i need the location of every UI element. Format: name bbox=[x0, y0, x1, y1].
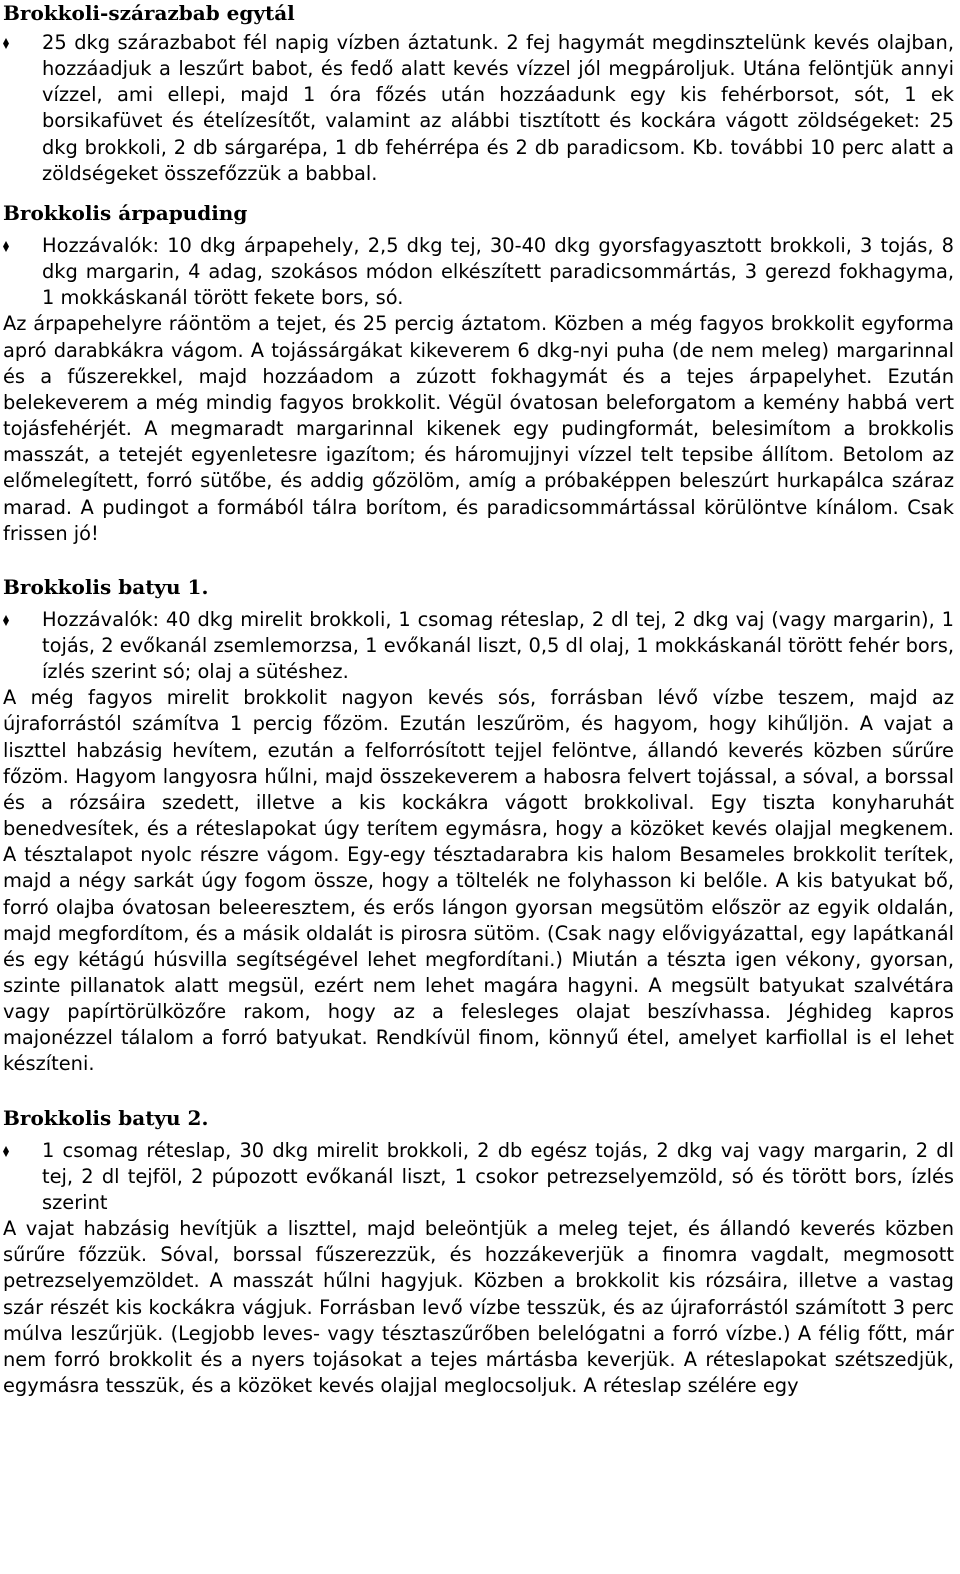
ingredients-text: 25 dkg szárazbabot fél napig vízben áztatunk. 2 fej hagymát megdinsztelünk kevés olajban, hozzáadjuk a leszűrt babot, és fedő alatt kevés vízzel jól megpároljuk. Utána felöntjük annyi vízzel, ami ellepi, majd 1 óra főzés után hozzáadunk egy kis fehérborsot, sót, 1 ek borsikafüvet és ételízesítőt, valamint az alábbi tisztított és kockára vágott zöldségeket: 25 dkg brokkoli, 2 db sárgarépa, 1 db fehérrépa és 2 db paradicsom. Kb. további 10 perc alatt a zöldségeket összefőzzük a babbal. bbox=[42, 31, 954, 185]
method-text: A még fagyos mirelit brokkolit nagyon kevés sós, forrásban lévő vízbe teszem, majd az újraforrástól számítva 1 percig főzöm. Ezután leszűröm, és hagyom, hogy kihűljön. A vajat a liszttel habzásig hevítem, ezután a felforrósított tejjel felöntve, állandó keverés közben sűrűre főzöm. Hagyom langyosra hűlni, majd összekeverem a habosra felvert tojással, a sóval, a borssal és a rózsáira szedett, illetve a kis kockákra vágott brokkolival. Egy tiszta konyharuhát benedvesítek, és a réteslapokat úgy terítem egymásra, hogy a közöket kevés olajjal megkenem. A tésztalapot nyolc részre vágom. Egy-egy tésztadarabra kis halom Besameles brokkolit terítek, majd a négy sarkát úgy fogom össze, hogy a töltelék ne folyhasson ki belőle. A kis batyukat bő, forró olajba óvatosan beleeresztem, és erős lángon gyorsan megsütöm először az egyik oldalán, majd megfordítom, és a másik oldalát is pirosra sütöm. (Csak nagy elővigyázattal, egy lapátkanál és egy kétágú húsvilla segítségével lehet megfordítani.) Miután a tészta igen vékony, gyorsan, szinte pillanatok alatt megsül, ezért nem lehet magára hagyni. A megsült batyukat szalvétára vagy papírtörülközőre rakom, hogy az a felesleges olajat beszívhassa. Jéghideg kapros majonézzel tálalom a forró batyukat. Rendkívül finom, könnyű étel, amelyet karfiollal is el lehet készíteni. bbox=[3, 686, 954, 1076]
recipe-section bbox=[3, 200, 954, 547]
ingredients-text: Hozzávalók: 10 dkg árpapehely, 2,5 dkg tej, 30-40 dkg gyorsfagyasztott brokkoli, 3 tojás, 8 dkg margarin, 4 adag, szokásos módon elkészített paradicsommártás, 3 gerezd fokhagyma, 1 mokkáskanál törött fekete bors, só. bbox=[42, 233, 954, 310]
recipe-title: Brokkolis batyu 2. bbox=[3, 1105, 209, 1130]
recipe-section bbox=[3, 574, 954, 1078]
recipe-title: Brokkolis batyu 1. bbox=[3, 574, 209, 599]
ingredients-text: Hozzávalók: 40 dkg mirelit brokkoli, 1 csomag réteslap, 2 dl tej, 2 dkg vaj (vagy margarin), 1 tojás, 2 evőkanál zsemlemorzsa, 1 evőkanál liszt, 0,5 dl olaj, 1 mokkáskanál törött fehér bors, ízlés szerint só; olaj a sütéshez. bbox=[42, 607, 954, 684]
recipe-section bbox=[3, 0, 954, 187]
diamond-bullet-icon bbox=[3, 615, 9, 626]
recipe-title: Brokkolis árpapuding bbox=[3, 200, 248, 225]
ingredients-bullet bbox=[3, 1138, 954, 1216]
method-text: Az árpapehelyre ráöntöm a tejet, és 25 percig áztatom. Közben a még fagyos brokkolit egyforma apró darabkákra vágom. A tojássárgákat kikeverem 6 dkg-nyi puha (de nem meleg) margarinnal és a fűszerekkel, majd hozzáadom a zúzott fokhagymát és a tejes árpapelyhet. Ezután belekeverem a még mindig fagyos brokkolit. Végül óvatosan beleforgatom a kemény habbá vert tojásfehérjét. A megmaradt margarinnal kikenek egy pudingformát, belesimítom a brokkolis masszát, a tetejét egyenletesre igazítom; és háromujjnyi vízzel telt tepsibe állítom. Betolom az előmelegített, forró sütőbe, és addig gőzölöm, amíg a próbaképpen beleszúrt hurkapálca száraz marad. A pudingot a formából tálra borítom, és paradicsommártással körülöntve kínálom. Csak frissen jó! bbox=[3, 312, 954, 545]
diamond-bullet-icon bbox=[3, 38, 9, 49]
diamond-bullet-icon bbox=[3, 241, 9, 252]
recipe-section bbox=[3, 1105, 954, 1400]
ingredients-text: 1 csomag réteslap, 30 dkg mirelit brokkoli, 2 db egész tojás, 2 dkg vaj vagy margarin, 2 dl tej, 2 dl tejföl, 2 púpozott evőkanál liszt, 1 csokor petrezselyemzöld, só és törött bors, ízlés szerint bbox=[42, 1138, 954, 1214]
diamond-bullet-icon bbox=[3, 1146, 9, 1157]
method-text: A vajat habzásig hevítjük a liszttel, majd beleöntjük a meleg tejet, és állandó keverés közben sűrűre főzzük. Sóval, borssal fűszerezzük, és hozzákeverjük a finomra vagdalt, megmosott petrezselyemzöldet. A masszát hűlni hagyjuk. Közben a brokkolit kis rózsáira, illetve a vastag szár részét kis kockákra vágjuk. Forrásban levő vízbe tesszük, és az újraforrástól számított 3 perc múlva leszűrjük. (Legjobb leves- vagy tésztaszűrőben belelógatni a forró vízbe.) A félig főtt, már nem forró brokkolit és a nyers tojásokat a tejes mártásba keverjük. A réteslapokat szétszedjük, egymásra tesszük, és a közöket kevés olajjal meglocsoljuk. A réteslap szélére egy bbox=[3, 1217, 954, 1398]
ingredients-bullet bbox=[3, 233, 954, 311]
recipe-page bbox=[3, 0, 954, 1399]
ingredients-bullet bbox=[3, 30, 954, 187]
ingredients-bullet bbox=[3, 607, 954, 685]
recipe-title: Brokkoli-szárazbab egytál bbox=[3, 1, 295, 25]
